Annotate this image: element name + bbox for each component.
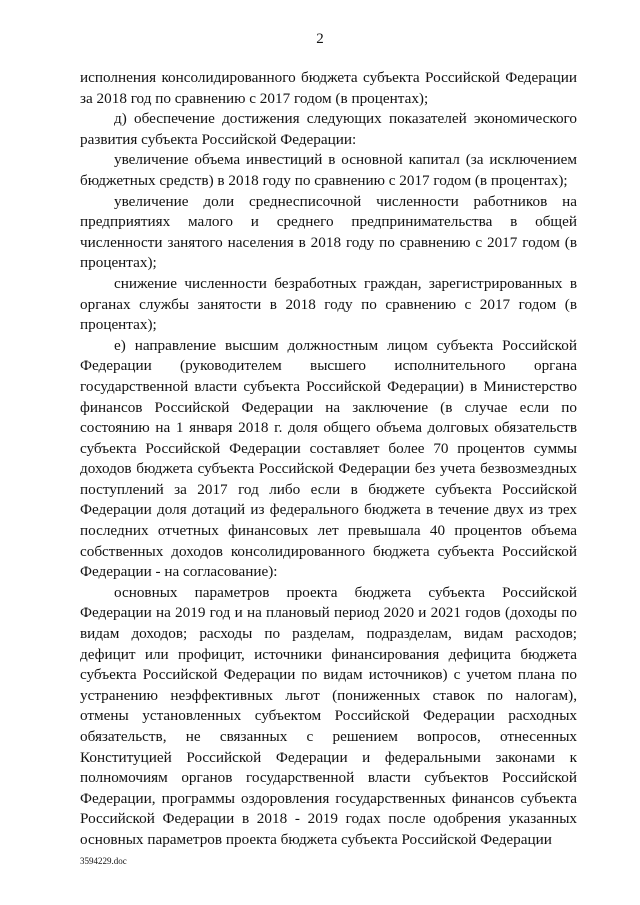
document-body bbox=[80, 68, 577, 851]
page-number: 2 bbox=[316, 31, 324, 47]
paragraph-item-e: е) направление высшим должностным лицом субъекта Российской Федерации (руководителем высшего исполнительного органа государственной власти субъекта Российской Федерации) в Министерство финансов Российской Федерации на заключение (в случае если по состоянию на 1 января 2018 г. доля общего объема долговых обязательств субъекта Российской Федерации составляет более 70 процентов суммы доходов бюджета субъекта Российской Федерации без учета безвозмездных поступлений за 2017 год либо если в бюджете субъекта Российской Федерации доля дотаций из федерального бюджета в течение двух из трех последних отчетных финансовых лет превышала 40 процентов объема собственных доходов консолидированного бюджета субъекта Российской Федерации - на согласование): bbox=[80, 336, 577, 581]
paragraph-continuation: исполнения консолидированного бюджета субъекта Российской Федерации за 2018 год по сравнению с 2017 годом (в процентах); bbox=[80, 69, 577, 107]
paragraph-investment: увеличение объема инвестиций в основной капитал (за исключением бюджетных средств) в 2018 году по сравнению с 2017 годом (в процентах); bbox=[80, 151, 577, 189]
document-code: 3594229.doc bbox=[80, 856, 127, 866]
paragraph-small-business-employment: увеличение доли среднесписочной численности работников на предприятиях малого и среднего предпринимательства в общей численности занятого населения в 2018 году по сравнению с 2017 годом (в процентах); bbox=[80, 192, 577, 272]
paragraph-item-d: д) обеспечение достижения следующих показателей экономического развития субъекта Российской Федерации: bbox=[80, 110, 577, 148]
paragraph-budget-parameters: основных параметров проекта бюджета субъекта Российской Федерации на 2019 год и на плановый период 2020 и 2021 годов (доходы по видам доходов; расходы по разделам, подразделам, видам расходов; дефицит или профицит, источники финансирования дефицита бюджета субъекта Российской Федерации по видам источников) с учетом плана по устранению неэффективных льгот (пониженных ставок по налогам), отмены установленных субъектом Российской Федерации расходных обязательств, не связанных с решением вопросов, отнесенных Конституцией Российской Федерации и федеральными законами к полномочиям органов государственной власти субъектов Российской Федерации, программы оздоровления государственных финансов субъекта Российской Федерации в 2018 - 2019 годах после одобрения указанных основных параметров проекта бюджета субъекта Российской Федерации bbox=[80, 583, 577, 848]
paragraph-unemployment: снижение численности безработных граждан, зарегистрированных в органах службы занятости в 2018 году по сравнению с 2017 годом (в процентах); bbox=[80, 274, 577, 334]
